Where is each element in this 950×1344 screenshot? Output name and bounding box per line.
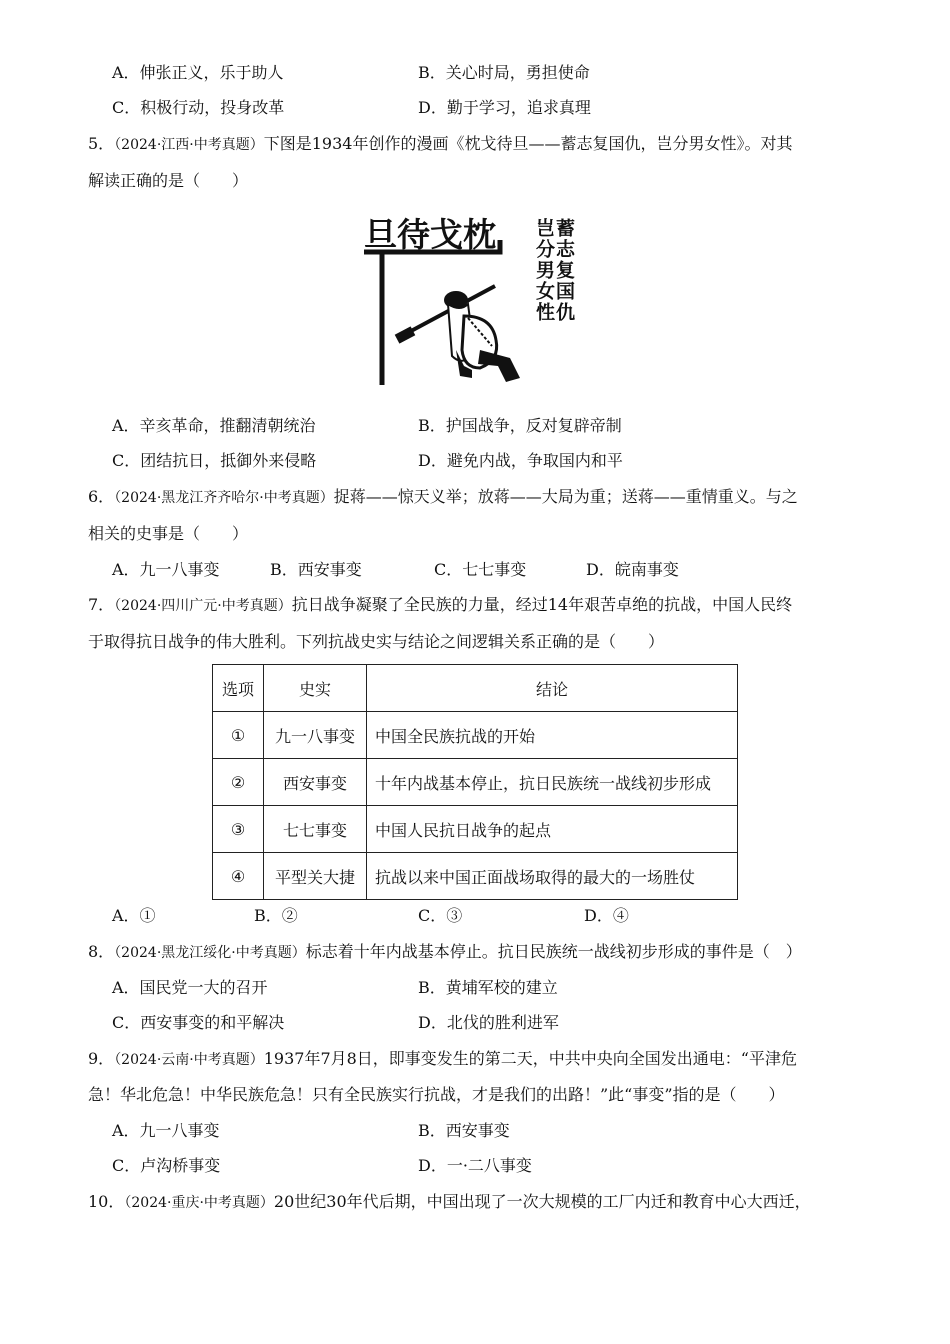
q8-stem-line1 bbox=[88, 942, 802, 963]
q5-option-a[interactable]: A．辛亥革命，推翻清朝统治 bbox=[112, 416, 316, 435]
table-cell: 西安事变 bbox=[264, 759, 367, 806]
q7-source: （2024·四川广元·中考真题） bbox=[114, 598, 292, 614]
q9-stem-line2: 急！华北危急！中华民族危急！只有全民族实行抗战，才是我们的出路！”此“事变”指的是（ ） bbox=[88, 1085, 785, 1104]
q5-option-c[interactable]: C．团结抗日，抵御外来侵略 bbox=[112, 451, 317, 470]
q6-option-a[interactable]: A．九一八事变 bbox=[112, 560, 220, 579]
table-cell: 十年内战基本停止，抗日民族统一战线初步形成 bbox=[367, 759, 738, 806]
q8-option-a[interactable]: A．国民党一大的召开 bbox=[112, 978, 268, 997]
q6-option-d[interactable]: D．皖南事变 bbox=[586, 560, 679, 579]
table-cell: 中国人民抗日战争的起点 bbox=[367, 806, 738, 853]
q8-number: 8． bbox=[88, 942, 115, 961]
table-row bbox=[213, 806, 738, 853]
q5-number: 5． bbox=[88, 134, 115, 153]
q4-option-a[interactable]: A．伸张正义，乐于助人 bbox=[112, 63, 284, 82]
table-cell: 七七事变 bbox=[264, 806, 367, 853]
q5-stem-text: 下图是1934年创作的漫画《枕戈待旦——蓄志复国仇，岂分男女性》。对其 bbox=[263, 134, 793, 153]
table-cell: ③ bbox=[213, 806, 264, 853]
q6-option-b[interactable]: B．西安事变 bbox=[270, 560, 362, 579]
q6-option-c[interactable]: C．七七事变 bbox=[434, 560, 527, 579]
q10-source: （2024·重庆·中考真题） bbox=[124, 1195, 274, 1211]
q5-source: （2024·江西·中考真题） bbox=[114, 137, 264, 153]
q7-fact-table bbox=[212, 664, 738, 900]
q7-option-b[interactable]: B．② bbox=[254, 906, 298, 925]
q4-option-d[interactable]: D．勤于学习，追求真理 bbox=[418, 98, 591, 117]
q6-stem-text: 捉蒋——惊天义举；放蒋——大局为重；送蒋——重情重义。与之 bbox=[333, 487, 798, 506]
q10-number: 10． bbox=[88, 1192, 125, 1211]
table-header-cell: 选项 bbox=[213, 665, 264, 712]
table-cell: ④ bbox=[213, 853, 264, 900]
q10-stem-line1 bbox=[88, 1192, 811, 1213]
q5-option-d[interactable]: D．避免内战，争取国内和平 bbox=[418, 451, 623, 470]
q8-option-b[interactable]: B．黄埔军校的建立 bbox=[418, 978, 558, 997]
q9-option-d[interactable]: D．一·二八事变 bbox=[418, 1156, 532, 1175]
q7-stem-line1 bbox=[88, 595, 792, 616]
q7-number: 7． bbox=[88, 595, 115, 614]
q6-stem-line1 bbox=[88, 487, 798, 508]
q8-option-c[interactable]: C．西安事变的和平解决 bbox=[112, 1013, 285, 1032]
q9-option-c[interactable]: C．卢沟桥事变 bbox=[112, 1156, 221, 1175]
table-cell: ① bbox=[213, 712, 264, 759]
cartoon-image bbox=[360, 200, 590, 390]
q8-stem-text: 标志着十年内战基本停止。抗日民族统一战线初步形成的事件是（ ） bbox=[305, 942, 802, 961]
cartoon-text-col1: 蓄志复国仇 bbox=[553, 218, 575, 323]
q5-stem-line1 bbox=[88, 134, 792, 155]
q4-option-b[interactable]: B．关心时局，勇担使命 bbox=[418, 63, 590, 82]
q7-option-d[interactable]: D．④ bbox=[584, 906, 629, 925]
q9-option-a[interactable]: A．九一八事变 bbox=[112, 1121, 220, 1140]
table-cell: 九一八事变 bbox=[264, 712, 367, 759]
table-cell: 中国全民族抗战的开始 bbox=[367, 712, 738, 759]
q4-option-c[interactable]: C．积极行动，投身改革 bbox=[112, 98, 285, 117]
q7-stem-text: 抗日战争凝聚了全民族的力量，经过14年艰苦卓绝的抗战，中国人民终 bbox=[291, 595, 793, 614]
table-header-cell: 结论 bbox=[367, 665, 738, 712]
q6-stem-line2: 相关的史事是（ ） bbox=[88, 524, 249, 543]
q10-stem-text: 20世纪30年代后期，中国出现了一次大规模的工厂内迁和教育中心大西迁， bbox=[273, 1192, 811, 1211]
soldier-figure bbox=[395, 286, 520, 382]
q9-source: （2024·云南·中考真题） bbox=[114, 1052, 264, 1068]
table-header-row bbox=[213, 665, 738, 712]
q5-option-b[interactable]: B．护国战争，反对复辟帝制 bbox=[418, 416, 622, 435]
q6-number: 6． bbox=[88, 487, 115, 506]
q6-source: （2024·黑龙江齐齐哈尔·中考真题） bbox=[114, 490, 334, 506]
q9-stem-line1 bbox=[88, 1049, 797, 1070]
q7-stem-line2: 于取得抗日战争的伟大胜利。下列抗战史实与结论之间逻辑关系正确的是（ ） bbox=[88, 632, 665, 651]
table-row bbox=[213, 759, 738, 806]
q9-stem-text: 1937年7月8日，即事变发生的第二天，中共中央向全国发出通电：“平津危 bbox=[263, 1049, 797, 1068]
table-row bbox=[213, 712, 738, 759]
q7-option-c[interactable]: C．③ bbox=[418, 906, 463, 925]
cartoon-text-col2: 岂分男女性 bbox=[533, 218, 555, 323]
table-cell: 平型关大捷 bbox=[264, 853, 367, 900]
q7-option-a[interactable]: A．① bbox=[112, 906, 156, 925]
q9-option-b[interactable]: B．西安事变 bbox=[418, 1121, 510, 1140]
cartoon-title: 旦待戈枕 bbox=[364, 215, 496, 254]
q5-stem-line2: 解读正确的是（ ） bbox=[88, 171, 249, 190]
q8-source: （2024·黑龙江绥化·中考真题） bbox=[114, 945, 306, 961]
q9-number: 9． bbox=[88, 1049, 115, 1068]
table-cell: 抗战以来中国正面战场取得的最大的一场胜仗 bbox=[367, 853, 738, 900]
table-header-cell: 史实 bbox=[264, 665, 367, 712]
table-cell: ② bbox=[213, 759, 264, 806]
table-row bbox=[213, 853, 738, 900]
q8-option-d[interactable]: D．北伐的胜利进军 bbox=[418, 1013, 559, 1032]
